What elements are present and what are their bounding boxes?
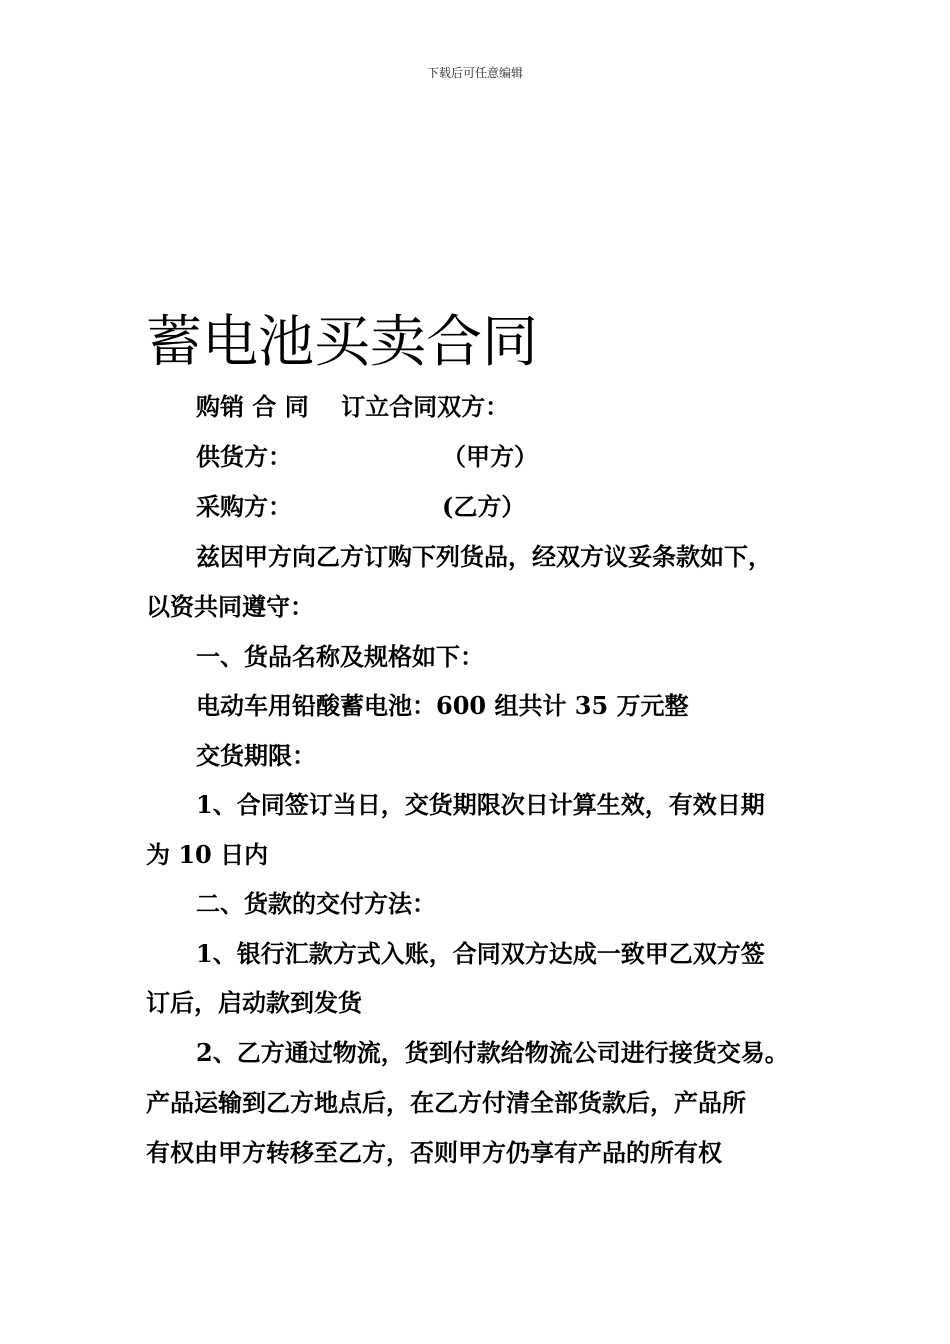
preamble-line-2: 以资共同遵守： <box>146 592 314 621</box>
delivery-item-line-1: 1、合同签订当日，交货期限次日计算生效，有效日期 <box>196 790 765 819</box>
contract-intro: 购销 合 同 订立合同双方： <box>196 392 510 421</box>
supplier-row <box>196 440 796 474</box>
buyer-label: 采购方： <box>196 492 292 521</box>
delivery-item-line-2: 为 10 日内 <box>146 840 269 869</box>
section-2-heading: 二、货款的交付方法： <box>196 889 436 918</box>
section-1-heading: 一、货品名称及规格如下： <box>196 642 484 671</box>
section-1-item: 电动车用铅酸蓄电池：600 组共计 35 万元整 <box>196 691 689 720</box>
document-title: 蓄电池买卖合同 <box>146 310 538 375</box>
preamble-line-1: 兹因甲方向乙方订购下列货品，经双方议妥条款如下， <box>196 542 772 571</box>
payment-2-line-3: 有权由甲方转移至乙方，否则甲方仍享有产品的所有权 <box>146 1138 722 1167</box>
payment-2-line-1: 2、乙方通过物流，货到付款给物流公司进行接货交易。 <box>196 1038 789 1067</box>
payment-2-line-2: 产品运输到乙方地点后，在乙方付清全部货款后，产品所 <box>146 1088 746 1117</box>
buyer-role: (乙方） <box>442 492 526 521</box>
buyer-row <box>196 490 796 524</box>
supplier-role: （甲方） <box>442 442 538 471</box>
payment-1-line-1: 1、银行汇款方式入账，合同双方达成一致甲乙双方签 <box>196 939 765 968</box>
delivery-heading: 交货期限： <box>196 741 316 770</box>
payment-1-line-2: 订后，启动款到发货 <box>146 988 362 1017</box>
supplier-label: 供货方： <box>196 442 292 471</box>
page-header-note: 下载后可任意编辑 <box>426 66 523 80</box>
